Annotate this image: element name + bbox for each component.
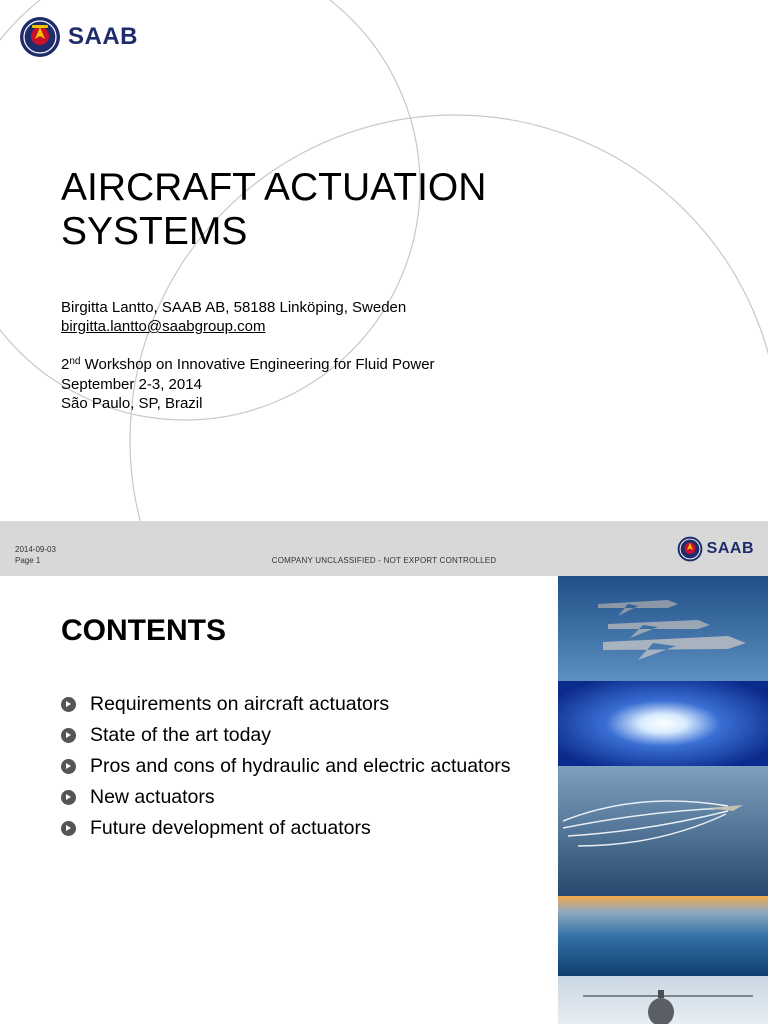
- saab-logo-text: SAAB: [68, 23, 139, 50]
- list-item-text: Requirements on aircraft actuators: [90, 693, 390, 715]
- footer-page-number: Page 1: [15, 556, 41, 565]
- sun-image: [558, 681, 768, 766]
- list-item-text: Pros and cons of hydraulic and electric actuators: [90, 755, 511, 777]
- arrow-bullet-icon: [61, 697, 76, 712]
- workshop-name: [61, 355, 435, 375]
- title-line-2: SYSTEMS: [61, 210, 248, 253]
- arrow-bullet-icon: [61, 759, 76, 774]
- flares-image: [558, 766, 768, 896]
- arrow-bullet-icon: [61, 728, 76, 743]
- workshop-ordinal-suffix: nd: [69, 356, 81, 367]
- saab-logo: [19, 16, 138, 58]
- contents-heading: CONTENTS: [61, 614, 226, 647]
- list-item: [61, 785, 531, 810]
- list-item: [61, 692, 531, 717]
- contents-list: [61, 692, 531, 847]
- workshop-dates: September 2-3, 2014: [61, 375, 202, 393]
- list-item-text: New actuators: [90, 786, 215, 808]
- list-item-text: State of the art today: [90, 724, 272, 746]
- saab-emblem-icon: [19, 16, 61, 58]
- author-email-link[interactable]: birgitta.lantto@saabgroup.com: [61, 318, 266, 335]
- helicopter-image: [558, 976, 768, 1024]
- arrow-bullet-icon: [61, 790, 76, 805]
- slide-footer: [0, 521, 768, 576]
- footer-classification: COMPANY UNCLASSIFIED - NOT EXPORT CONTROLLED: [271, 556, 497, 565]
- photo-strip: [558, 576, 768, 1024]
- workshop-location: São Paulo, SP, Brazil: [61, 395, 203, 412]
- jets-formation-image: [558, 576, 768, 681]
- list-item-text: Future development of actuators: [90, 817, 371, 839]
- arrow-bullet-icon: [61, 821, 76, 836]
- contents-slide: [0, 576, 768, 1024]
- workshop-ordinal: 2: [61, 356, 70, 373]
- list-item: [61, 723, 531, 748]
- list-item: [61, 816, 531, 841]
- list-item: [61, 754, 531, 779]
- author-line: Birgitta Lantto, SAAB AB, 58188 Linköping, Sweden: [61, 299, 407, 316]
- workshop-block: [61, 355, 435, 414]
- sunset-sea-image: [558, 896, 768, 976]
- saab-emblem-icon: [677, 536, 703, 562]
- footer-saab-logo: [677, 536, 754, 562]
- footer-saab-logo-text: SAAB: [706, 540, 754, 557]
- presentation-title: [61, 166, 621, 254]
- footer-date: 2014-09-03: [15, 545, 56, 554]
- title-line-1: AIRCRAFT ACTUATION: [61, 166, 487, 209]
- author-block: [61, 298, 406, 336]
- workshop-title: Workshop on Innovative Engineering for Fluid Power: [80, 356, 435, 373]
